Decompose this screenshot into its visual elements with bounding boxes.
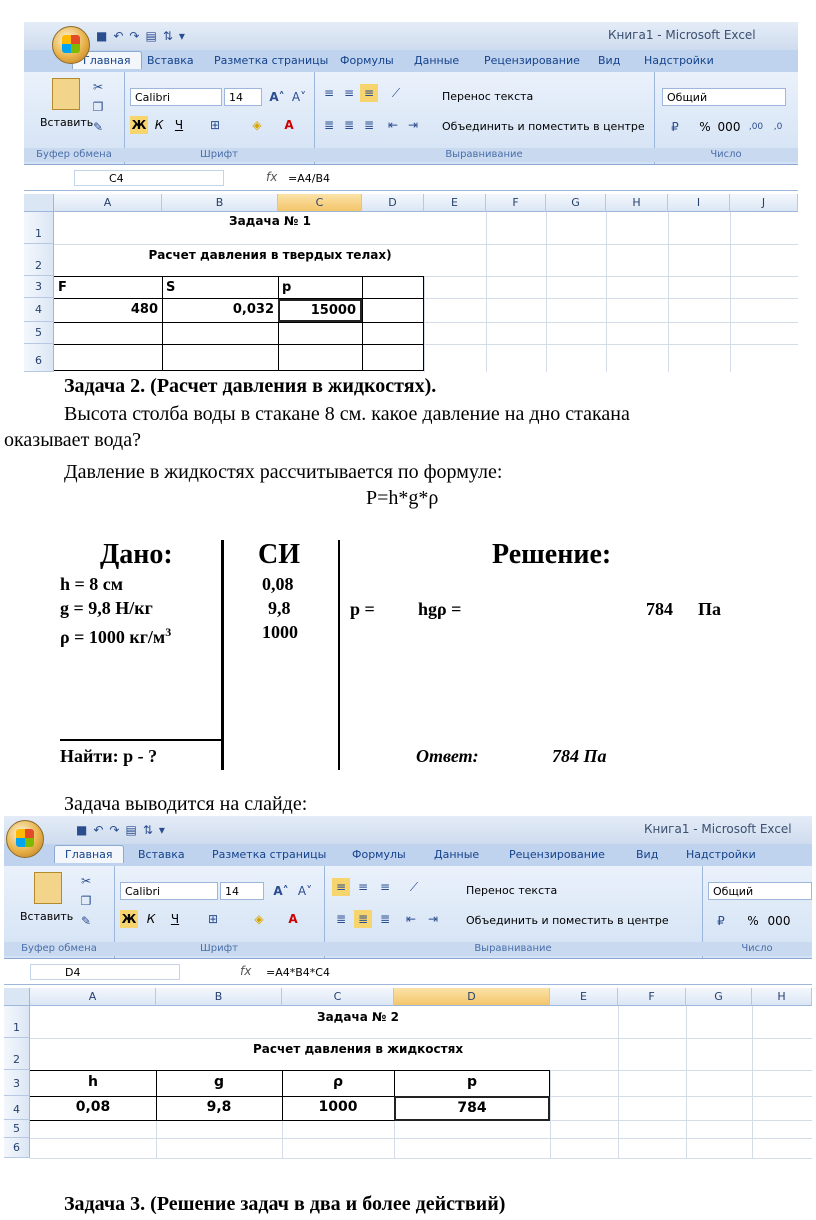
task2-formula-intro: Давление в жидкостях рассчитывается по формуле:	[64, 461, 503, 483]
increase-indent-icon[interactable]: ⇥	[407, 118, 419, 132]
column-header[interactable]: F	[486, 194, 546, 212]
save-icon[interactable]: ■	[96, 29, 108, 43]
excel-screenshot-1	[24, 22, 798, 372]
fill-color-icon[interactable]: ◈	[254, 912, 264, 926]
active-cell[interactable]: 784	[394, 1096, 550, 1121]
column-header[interactable]: H	[606, 194, 668, 212]
gridline	[394, 1120, 395, 1158]
copy-icon[interactable]: ❐	[80, 894, 92, 908]
value-cell[interactable]: 0,08	[75, 1099, 111, 1115]
thousands-button[interactable]: 000	[767, 914, 791, 928]
gridline	[30, 1158, 812, 1159]
select-all-corner[interactable]	[24, 194, 54, 212]
formula-input[interactable]: =A4*B4*C4	[266, 966, 330, 979]
find-divider	[60, 739, 223, 741]
gridline	[424, 276, 425, 372]
task2-question-line2: оказывает вода?	[4, 429, 141, 451]
column-header[interactable]: B	[162, 194, 278, 212]
tab-data[interactable]: Данные	[414, 54, 460, 67]
name-box[interactable]: C4	[74, 170, 224, 186]
header-cell[interactable]: p	[466, 1074, 478, 1090]
given-title: Дано:	[100, 539, 173, 570]
paste-icon[interactable]	[52, 78, 80, 110]
format-painter-icon[interactable]: ✎	[92, 120, 104, 134]
given-item-sup: 3	[165, 625, 172, 639]
gridline	[156, 1120, 157, 1158]
table-border	[362, 276, 363, 370]
align-left-icon[interactable]: ≣	[323, 118, 335, 132]
gridline	[730, 212, 731, 372]
customize-qat-icon[interactable]: ▾	[158, 823, 165, 837]
table-border	[278, 276, 279, 370]
group-alignment	[314, 72, 655, 164]
ribbon	[4, 866, 812, 959]
group-alignment	[324, 866, 703, 958]
task3-heading: Задача 3. (Решение задач в два и более действий)	[64, 1193, 506, 1215]
sheet-title: Задача № 2	[317, 1010, 399, 1024]
group-label: Буфер обмена	[24, 148, 124, 162]
header-cell[interactable]: S	[166, 280, 176, 295]
slide-note: Задача выводится на слайде:	[64, 793, 308, 815]
format-painter-icon[interactable]: ✎	[80, 914, 92, 928]
orientation-icon[interactable]: ⟋	[391, 86, 401, 100]
paste-button[interactable]: Вставить	[20, 910, 74, 923]
align-right-icon[interactable]: ≣	[363, 118, 375, 132]
answer-label: Ответ:	[416, 746, 479, 766]
formula-input[interactable]: =A4/B4	[288, 172, 330, 185]
office-logo-icon	[16, 829, 34, 847]
group-label: Шрифт	[114, 942, 324, 956]
increase-decimal-icon[interactable]: ,00	[748, 122, 764, 132]
fill-color-icon[interactable]: ◈	[252, 118, 262, 132]
column-header[interactable]: D	[362, 194, 424, 212]
font-name-select[interactable]: Calibri	[120, 882, 218, 900]
customize-qat-icon[interactable]: ▾	[178, 29, 185, 43]
align-center-icon[interactable]: ≣	[354, 910, 372, 928]
sheet-title: Задача № 1	[229, 214, 311, 228]
tab-review[interactable]: Рецензирование	[484, 54, 580, 67]
row-header[interactable]: 6	[24, 344, 54, 372]
column-header[interactable]: C	[282, 988, 394, 1006]
answer-value: 784 Па	[552, 746, 607, 766]
window-title: Книга1 - Microsoft Excel	[644, 822, 792, 836]
sheet-subtitle: Расчет давления в твердых телах)	[148, 248, 392, 262]
sort-icon[interactable]: ⇅	[142, 823, 153, 837]
header-cell[interactable]: F	[58, 280, 67, 295]
solution-lhs: p =	[350, 599, 375, 619]
font-color-icon[interactable]: A	[284, 118, 294, 132]
undo-icon[interactable]: ↶	[93, 823, 104, 837]
fx-button[interactable]: fx	[240, 964, 252, 978]
active-cell[interactable]: 15000	[278, 299, 362, 322]
tab-formulas[interactable]: Формулы	[352, 848, 406, 861]
column-header[interactable]: A	[30, 988, 156, 1006]
si-item: 9,8	[268, 598, 291, 618]
sheet-grid	[24, 194, 798, 372]
gridline	[668, 212, 669, 372]
column-header[interactable]: F	[618, 988, 686, 1006]
font-name-select[interactable]: Calibri	[130, 88, 222, 106]
title-bar	[4, 816, 812, 844]
decrease-indent-icon[interactable]: ⇤	[405, 912, 417, 926]
row-header[interactable]: 2	[4, 1038, 30, 1070]
column-header[interactable]: C	[278, 194, 362, 212]
table-border	[54, 322, 424, 323]
align-middle-icon[interactable]: ≡	[357, 880, 369, 894]
align-top-icon[interactable]: ≡	[323, 86, 335, 100]
shrink-font-icon[interactable]: A˅	[291, 90, 307, 104]
office-logo-icon	[62, 35, 80, 53]
task2-formula: P=h*g*ρ	[366, 487, 439, 509]
table-border	[54, 276, 424, 277]
gridline	[546, 212, 547, 372]
gridline	[752, 1006, 753, 1158]
table-border	[423, 276, 424, 370]
column-header[interactable]: D	[394, 988, 550, 1006]
paste-icon[interactable]	[34, 872, 62, 904]
ribbon-tabs	[4, 844, 812, 867]
align-top-icon[interactable]: ≡	[332, 878, 350, 896]
thousands-button[interactable]: 000	[717, 120, 741, 134]
given-divider	[221, 540, 224, 770]
font-size-select[interactable]: 14	[224, 88, 262, 106]
wrap-text-button[interactable]: Перенос текста	[466, 884, 558, 897]
name-box[interactable]: D4	[30, 964, 180, 980]
table-border	[54, 344, 424, 345]
table-border	[162, 276, 163, 370]
group-number	[654, 72, 798, 164]
align-bottom-icon[interactable]: ≡	[360, 84, 378, 102]
value-cell[interactable]: 1000	[318, 1099, 358, 1115]
align-middle-icon[interactable]: ≡	[343, 86, 355, 100]
gridline	[606, 212, 607, 372]
currency-icon[interactable]: ₽	[671, 120, 679, 134]
row-header[interactable]: 1	[24, 212, 54, 244]
column-header[interactable]: H	[752, 988, 812, 1006]
group-label: Выравнивание	[324, 942, 702, 956]
gridline	[686, 1006, 687, 1158]
align-left-icon[interactable]: ≣	[335, 912, 347, 926]
gridline	[486, 212, 487, 372]
merge-center-button[interactable]: Объединить и поместить в центре	[442, 120, 645, 133]
italic-button[interactable]: К	[146, 912, 156, 926]
increase-indent-icon[interactable]: ⇥	[427, 912, 439, 926]
row-header[interactable]: 3	[4, 1070, 30, 1096]
decrease-indent-icon[interactable]: ⇤	[387, 118, 399, 132]
sheet-subtitle: Расчет давления в жидкостях	[252, 1042, 464, 1056]
group-clipboard	[24, 72, 125, 164]
header-cell[interactable]: h	[88, 1074, 98, 1090]
column-header[interactable]: E	[550, 988, 618, 1006]
header-cell[interactable]: ρ	[332, 1074, 344, 1090]
given-item: h = 8 см	[60, 574, 124, 594]
header-cell[interactable]: p	[282, 280, 292, 295]
given-item: g = 9,8 Н/кг	[60, 598, 153, 618]
si-item: 0,08	[262, 574, 294, 594]
group-label: Число	[654, 148, 798, 162]
group-label: Число	[702, 942, 812, 956]
row-header[interactable]: 1	[4, 1006, 30, 1038]
underline-button[interactable]: Ч	[170, 912, 180, 926]
solution-expression: hgρ =	[418, 599, 462, 619]
office-button[interactable]	[52, 26, 90, 64]
task2-question-line1: Высота столба воды в стакане 8 см. какое давление на дно стакана	[64, 403, 630, 425]
table-border	[30, 1070, 550, 1071]
column-header[interactable]: I	[668, 194, 730, 212]
undo-icon[interactable]: ↶	[113, 29, 124, 43]
number-format-select[interactable]: Общий	[708, 882, 812, 900]
fx-button[interactable]: fx	[266, 170, 278, 184]
solution-title: Решение:	[492, 539, 612, 570]
bold-button[interactable]: Ж	[121, 912, 137, 926]
font-size-select[interactable]: 14	[220, 882, 264, 900]
grow-font-icon[interactable]: A˄	[273, 884, 289, 898]
group-number	[702, 866, 812, 958]
given-item-text: ρ = 1000 кг/м	[60, 627, 166, 647]
merge-center-button[interactable]: Объединить и поместить в центре	[466, 914, 669, 927]
align-center-icon[interactable]: ≣	[343, 118, 355, 132]
given-item-density	[60, 620, 171, 649]
column-header[interactable]: J	[730, 194, 798, 212]
office-button[interactable]	[6, 820, 44, 858]
italic-button[interactable]: К	[154, 118, 164, 132]
borders-icon[interactable]: ⊞	[209, 118, 221, 132]
column-header[interactable]: E	[424, 194, 486, 212]
gridline	[30, 1138, 812, 1139]
value-cell[interactable]: 9,8	[206, 1099, 232, 1115]
select-all-corner[interactable]	[4, 988, 30, 1006]
gridline	[550, 1070, 551, 1158]
quick-access-toolbar	[96, 27, 185, 45]
task2-heading: Задача 2. (Расчет давления в жидкостях).	[64, 375, 437, 397]
column-header[interactable]: B	[156, 988, 282, 1006]
wrap-text-button[interactable]: Перенос текста	[442, 90, 534, 103]
shrink-font-icon[interactable]: A˅	[297, 884, 313, 898]
row-header[interactable]: 5	[4, 1120, 30, 1138]
tab-home[interactable]: Главная	[72, 51, 142, 69]
copy-icon[interactable]: ❐	[92, 100, 104, 114]
column-header[interactable]: A	[54, 194, 162, 212]
align-bottom-icon[interactable]: ≡	[379, 880, 391, 894]
tab-view[interactable]: Вид	[598, 54, 621, 67]
table-border	[54, 298, 424, 299]
value-cell[interactable]: 0,032	[232, 302, 274, 317]
solution-unit: Па	[698, 599, 722, 619]
tab-review[interactable]: Рецензирование	[509, 848, 605, 861]
redo-icon[interactable]: ↷	[109, 823, 120, 837]
tab-insert[interactable]: Вставка	[147, 54, 194, 67]
sheet-grid	[4, 988, 812, 1162]
tab-home[interactable]: Главная	[54, 845, 124, 863]
number-format-select[interactable]: Общий	[662, 88, 786, 106]
cut-icon[interactable]: ✂	[80, 874, 92, 888]
group-clipboard	[4, 866, 115, 958]
clipboard-icon[interactable]: ▤	[145, 29, 157, 43]
formula-bar	[4, 962, 812, 985]
tab-addins[interactable]: Надстройки	[686, 848, 756, 861]
row-header[interactable]: 3	[24, 276, 54, 298]
header-cell[interactable]: g	[213, 1074, 225, 1090]
value-cell[interactable]: 480	[130, 302, 158, 317]
tab-view[interactable]: Вид	[636, 848, 659, 861]
gridline	[618, 1006, 619, 1158]
ribbon	[24, 72, 798, 165]
font-color-icon[interactable]: A	[288, 912, 298, 926]
row-header[interactable]: 4	[24, 298, 54, 322]
percent-button[interactable]: %	[699, 120, 711, 134]
gridline	[54, 244, 798, 245]
tab-addins[interactable]: Надстройки	[644, 54, 714, 67]
tab-page-layout[interactable]: Разметка страницы	[212, 848, 327, 861]
save-icon[interactable]: ■	[76, 823, 88, 837]
underline-button[interactable]: Ч	[174, 118, 184, 132]
tab-insert[interactable]: Вставка	[138, 848, 185, 861]
solution-divider	[338, 540, 340, 770]
formula-bar	[24, 168, 798, 191]
sort-icon[interactable]: ⇅	[162, 29, 173, 43]
bold-button[interactable]: Ж	[131, 118, 147, 132]
si-item: 1000	[262, 622, 298, 642]
grow-font-icon[interactable]: A˄	[269, 90, 285, 104]
row-header[interactable]: 2	[24, 244, 54, 276]
ribbon-tabs	[24, 50, 798, 73]
row-header[interactable]: 4	[4, 1096, 30, 1120]
table-border	[54, 370, 424, 371]
orientation-icon[interactable]: ⟋	[409, 880, 419, 894]
percent-button[interactable]: %	[747, 914, 759, 928]
paste-button[interactable]: Вставить	[40, 116, 94, 129]
redo-icon[interactable]: ↷	[129, 29, 140, 43]
group-label: Буфер обмена	[4, 942, 114, 956]
tab-page-layout[interactable]: Разметка страницы	[214, 54, 329, 67]
solution-value: 784	[646, 599, 673, 619]
si-title: СИ	[258, 539, 300, 570]
column-header[interactable]: G	[546, 194, 606, 212]
currency-icon[interactable]: ₽	[717, 914, 725, 928]
clipboard-icon[interactable]: ▤	[125, 823, 137, 837]
quick-access-toolbar	[76, 821, 165, 839]
group-font	[124, 72, 315, 164]
excel-screenshot-2	[4, 816, 812, 1162]
row-header[interactable]: 6	[4, 1138, 30, 1158]
window-title: Книга1 - Microsoft Excel	[608, 28, 756, 42]
find-label: Найти: p - ?	[60, 746, 158, 766]
column-header[interactable]: G	[686, 988, 752, 1006]
group-label: Шрифт	[124, 148, 314, 162]
tab-formulas[interactable]: Формулы	[340, 54, 394, 67]
cut-icon[interactable]: ✂	[92, 80, 104, 94]
group-font	[114, 866, 325, 958]
align-right-icon[interactable]: ≣	[379, 912, 391, 926]
borders-icon[interactable]: ⊞	[207, 912, 219, 926]
group-label: Выравнивание	[314, 148, 654, 162]
title-bar	[24, 22, 798, 50]
row-header[interactable]: 5	[24, 322, 54, 344]
gridline	[282, 1120, 283, 1158]
decrease-decimal-icon[interactable]: ,0	[773, 122, 783, 132]
gridline	[30, 1038, 812, 1039]
tab-data[interactable]: Данные	[434, 848, 480, 861]
